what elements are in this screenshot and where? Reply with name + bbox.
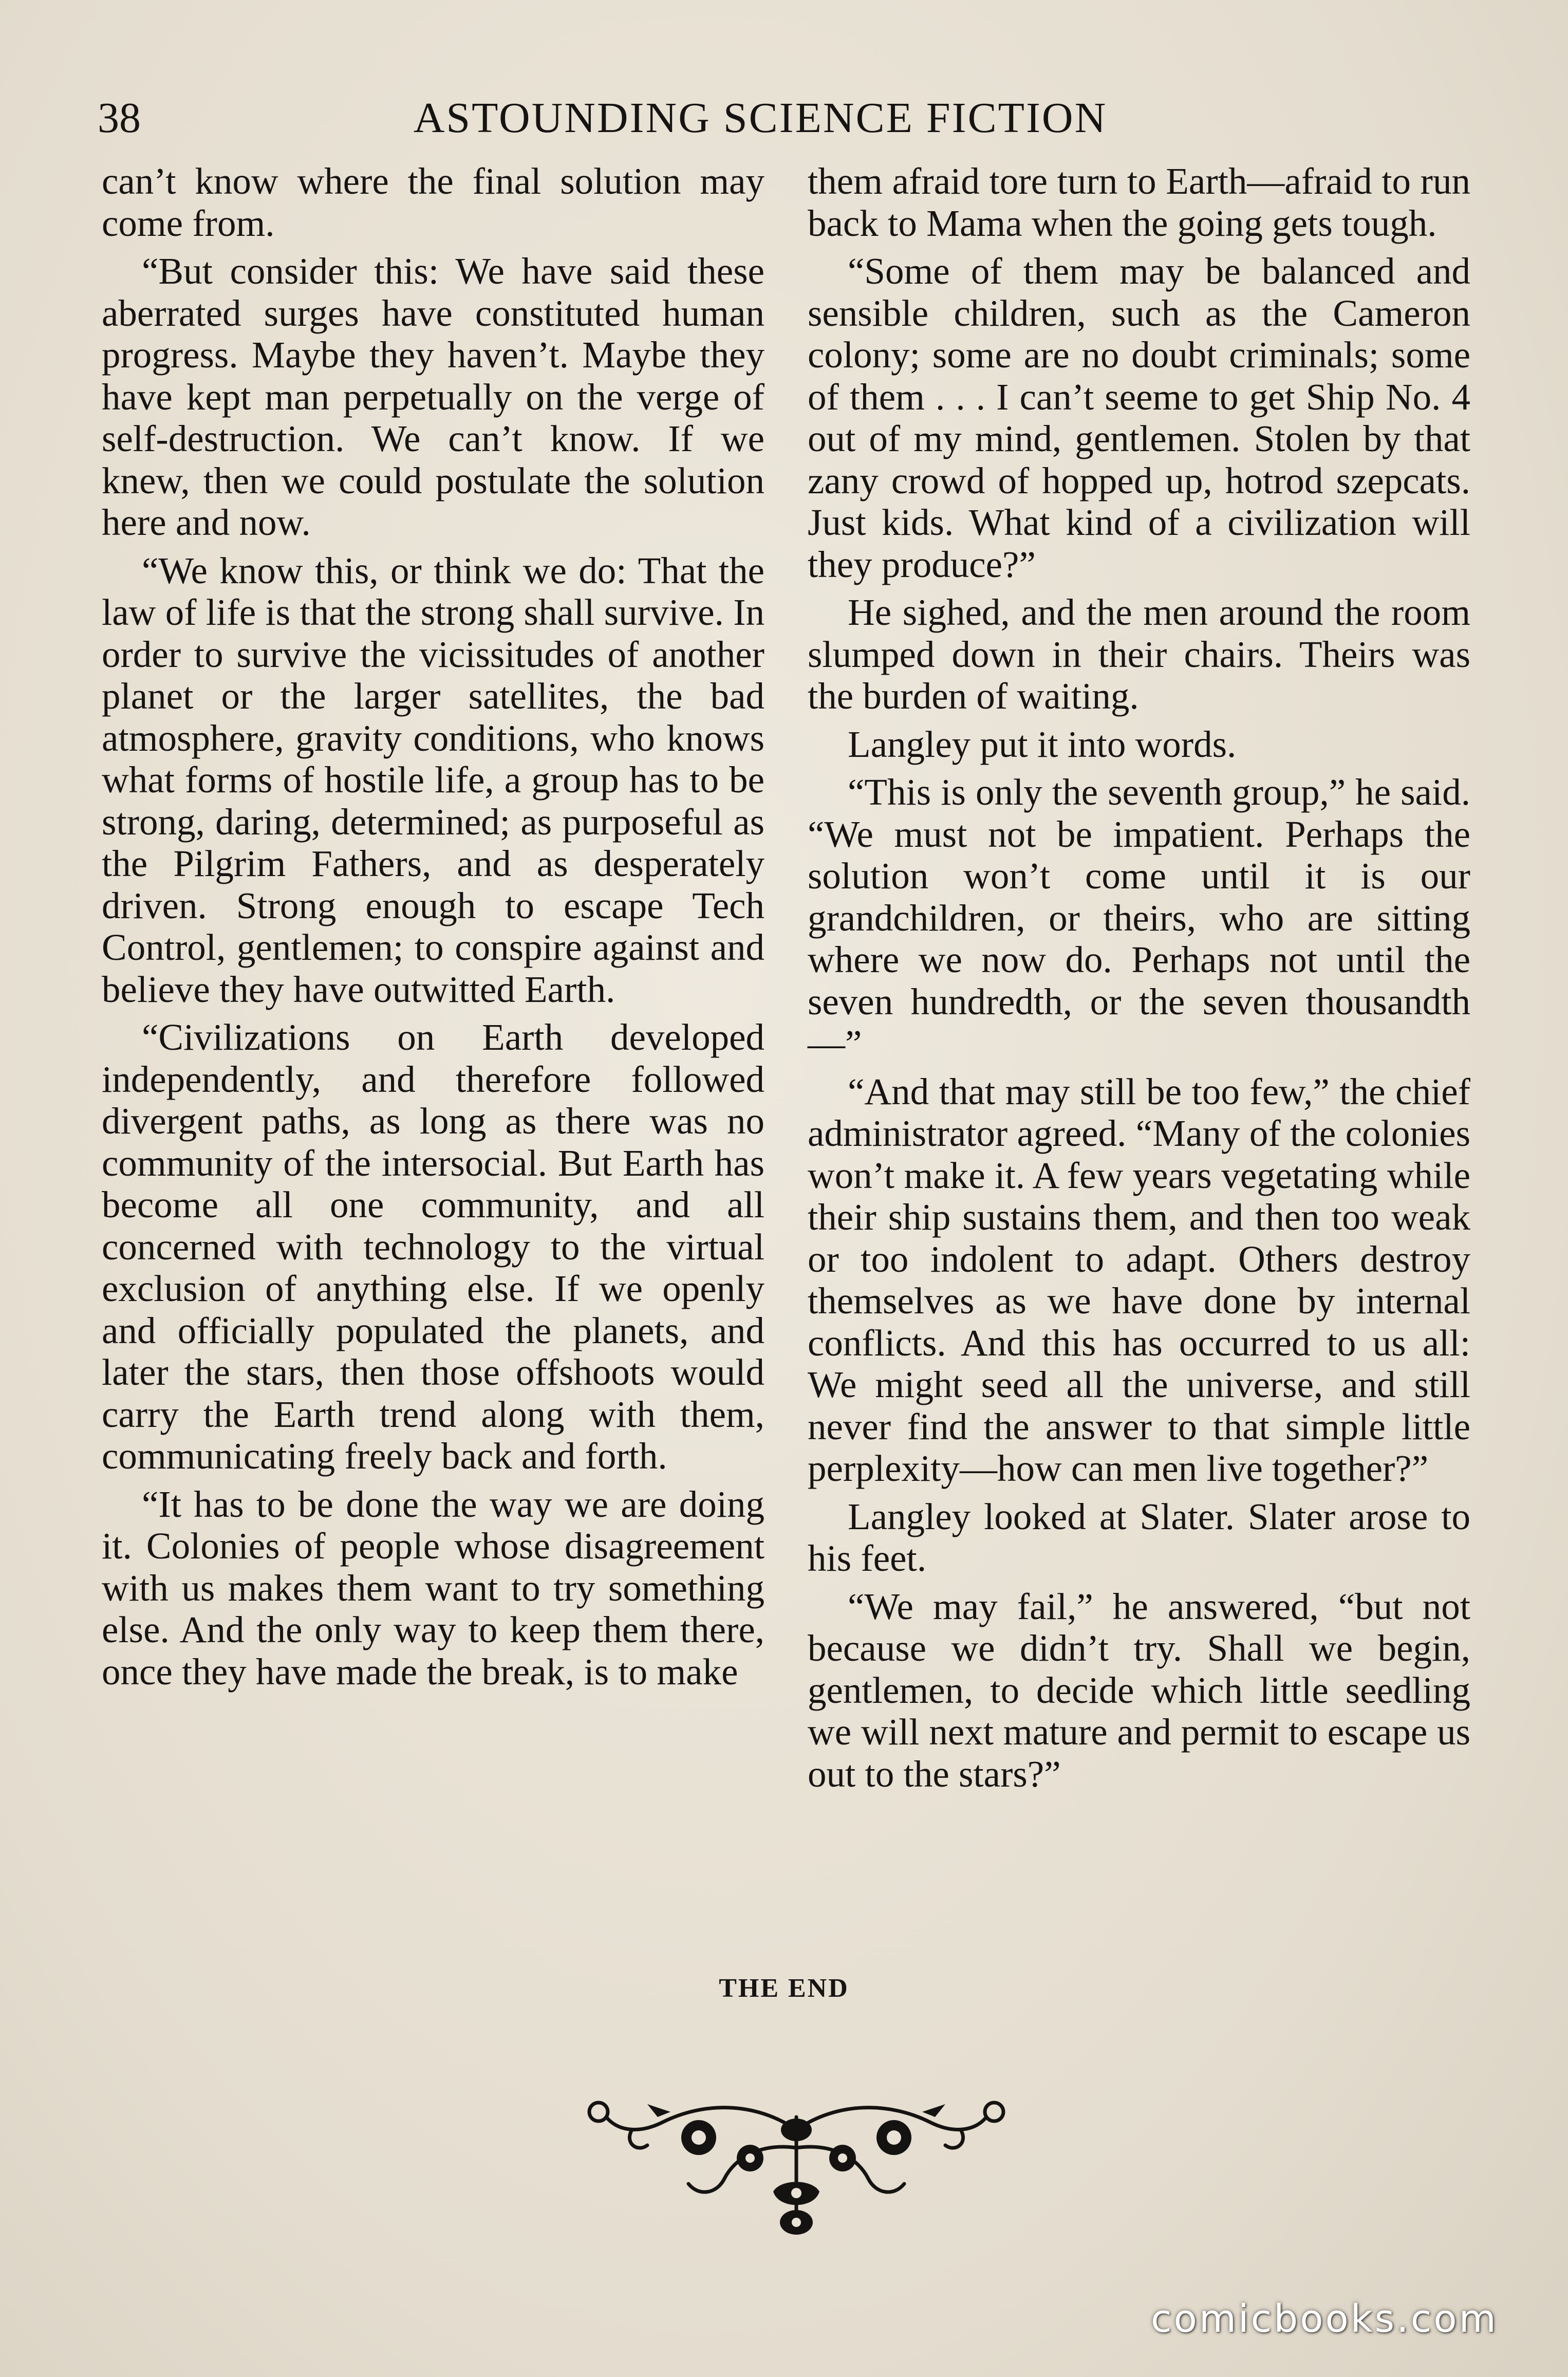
page-header — [98, 87, 1423, 149]
page-number: 38 — [98, 94, 141, 142]
paragraph: “Some of them may be balanced and sensible children, such as the Cameron colony; some are no doubt criminals; some of them . . . I can’t seeme to get Ship No. 4 out of my mind, gentlemen. Stolen by that zany crowd of hopped up, hotrod szepcats. Just kids. What kind of a civilization will they produce?” — [808, 250, 1470, 585]
paragraph: “This is only the seventh group,” he said. “We must not be impatient. Perhaps the solution won’t come until it is our grandchildren, or theirs, who are sitting where we now do. Perhaps not until the seven hundredth, or the seven thousandth—” — [808, 771, 1470, 1064]
paragraph: them afraid tore turn to Earth—afraid to run back to Mama when the going gets tough. — [808, 160, 1470, 244]
paragraph: He sighed, and the men around the room slumped down in their chairs. Theirs was the burden of waiting. — [808, 591, 1470, 717]
paragraph: can’t know where the final solution may come from. — [102, 160, 764, 244]
paragraph: “We know this, or think we do: That the law of life is that the strong shall survive. In order to survive the vicissitudes of another planet or the larger satellites, the bad atmosphere, gravity conditions, who knows what forms of hostile life, a group has to be strong, daring, determined; as purposeful as the Pilgrim Fathers, and as desperately driven. Strong enough to escape Tech Control, gentlemen; to conspire against and believe they have outwitted Earth. — [102, 549, 764, 1010]
paragraph: Langley looked at Slater. Slater arose to his feet. — [808, 1495, 1470, 1579]
running-title: ASTOUNDING SCIENCE FICTION — [413, 94, 1108, 142]
paragraph: “But consider this: We have said these aberrated surges have constituted human progress. Maybe they haven’t. Maybe they have kept man perpetually on the verge of self-destruction. We can’t know. If we knew, then we could postulate the solution here and now. — [102, 250, 764, 543]
paragraph: “And that may still be too few,” the chief administrator agreed. “Many of the colonies won’t make it. A few years vegetating while their ship sustains them, and then too weak or too indolent to adapt. Others destroy themselves as we have done by internal conflicts. And this has occurred to us all: We might seed all the universe, and still never find the answer to that simple little perplexity—how can men live together?” — [808, 1070, 1470, 1489]
floral-tailpiece-ornament — [570, 2081, 1022, 2245]
right-column — [808, 160, 1470, 1795]
paragraph: “We may fail,” he answered, “but not because we didn’t try. Shall we begin, gentlemen, to decide which little seedling we will next mature and permit to escape us out to the stars?” — [808, 1585, 1470, 1795]
paragraph: “It has to be done the way we are doing it. Colonies of people whose disagreement with us makes them want to try something else. And the only way to keep them there, once they have made the break, is to make — [102, 1483, 764, 1693]
paragraph: “Civilizations on Earth developed independently, and therefore followed divergent paths, as long as there was no community of the intersocial. But Earth has become all one community, and all concerned with technology to the virtual exclusion of anything else. If we openly and officially populated the planets, and later the stars, then those offshoots would carry the Earth trend along with them, communicating freely back and forth. — [102, 1016, 764, 1477]
the-end-label: THE END — [719, 1974, 849, 2003]
left-column — [102, 160, 764, 1693]
paragraph: Langley put it into words. — [848, 723, 1237, 765]
watermark: comicbooks.com — [1151, 2297, 1498, 2341]
